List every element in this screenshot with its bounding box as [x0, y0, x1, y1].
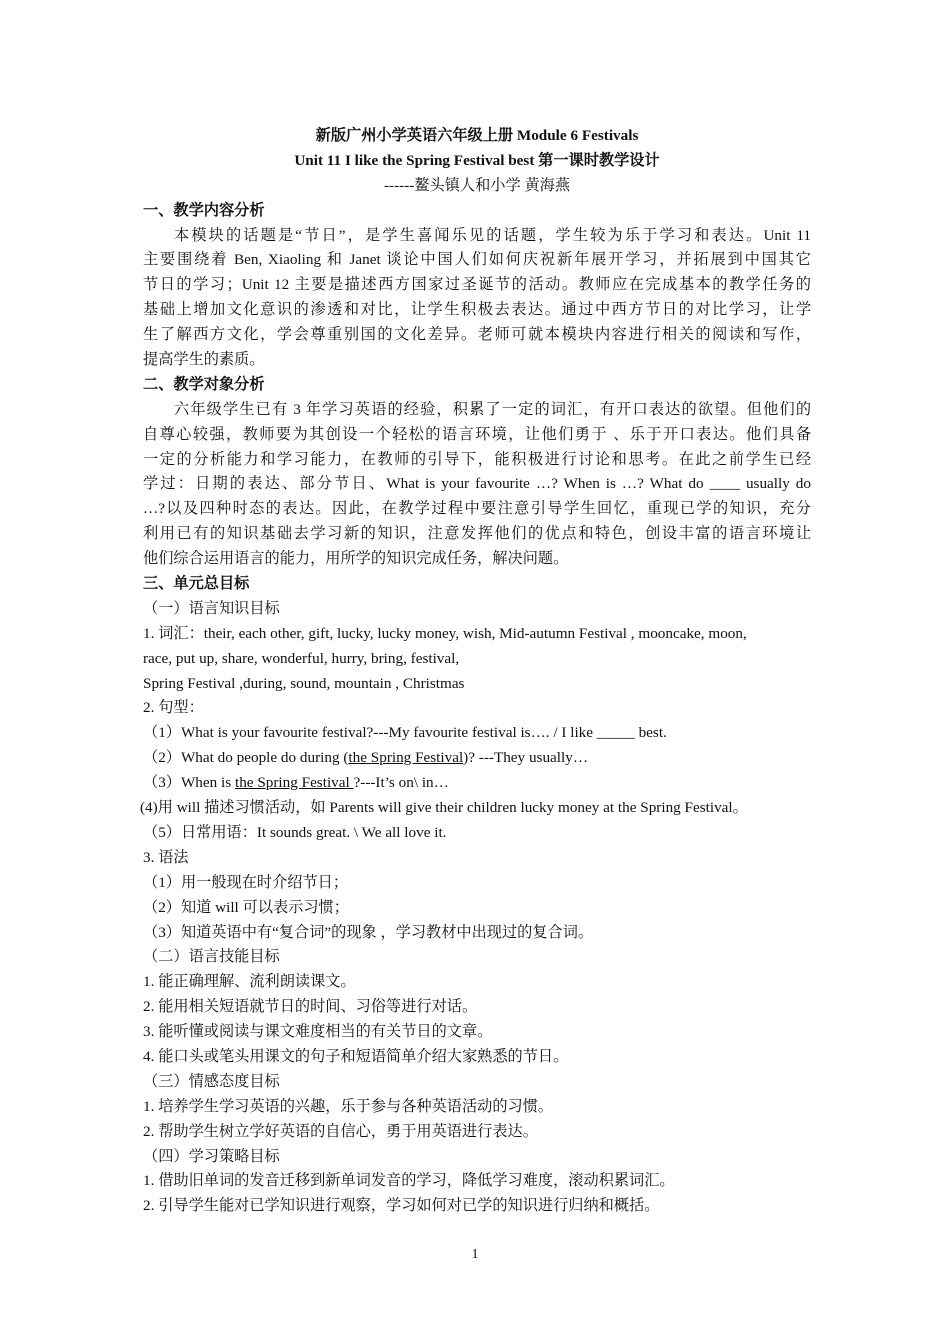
paragraph-line: 学过：日期的表达、部分节日、What is your favourite …? When is …? What do ____ usually do	[143, 475, 811, 493]
skill-item: 3. 能听懂或阅读与课文难度相当的有关节日的文章。	[143, 1023, 493, 1041]
sentence-pattern-item: （1）What is your favourite festival?---My favourite festival is…. / I like _____ best.	[143, 724, 667, 742]
vocabulary-line: race, put up, share, wonderful, hurry, bring, festival,	[143, 649, 460, 667]
skill-item: 1. 能正确理解、流利朗读课文。	[143, 973, 356, 991]
title-line-2: Unit 11 I like the Spring Festival best 第一课时教学设计	[294, 151, 660, 169]
skill-item: 4. 能口头或笔头用课文的句子和短语简单介绍大家熟悉的节日。	[143, 1047, 569, 1065]
text-segment: )? ---They usually…	[463, 749, 589, 767]
grammar-heading: 3. 语法	[143, 848, 189, 866]
paragraph-line: 一定的分析能力和学习能力，在教师的引导下，能积极进行讨论和思考。在此之前学生已经	[143, 450, 811, 468]
document-body	[140, 124, 811, 1219]
paragraph-line: 主要围绕着 Ben, Xiaoling 和 Janet 谈论中国人们如何庆祝新年展开学习，并拓展到中国其它	[143, 251, 811, 269]
underlined-text: the Spring Festival	[234, 774, 354, 792]
subsection-heading: （三）情感态度目标	[143, 1072, 280, 1090]
page-number: 1	[471, 1247, 479, 1262]
grammar-item: （1）用一般现在时介绍节日；	[143, 873, 349, 891]
skill-item: 2. 能用相关短语就节日的时间、习俗等进行对话。	[143, 998, 478, 1016]
sentence-pattern-item: （5）日常用语：It sounds great. \ We all love it.	[143, 823, 447, 841]
paragraph-line: 自尊心较强，教师要为其创设一个轻松的语言环境，让他们勇于 、乐于开口表达。他们具备	[143, 425, 811, 443]
subsection-heading: （四）学习策略目标	[143, 1147, 280, 1165]
section-1-heading: 一、教学内容分析	[143, 201, 265, 219]
text-segment: （3）When is	[143, 774, 235, 792]
sentence-pattern-item: (4)用 will 描述习惯活动，如 Parents will give their children lucky money at the Spring Festival。	[140, 799, 748, 817]
sentence-pattern-item	[143, 771, 811, 796]
paragraph-line: 生了解西方文化，学会尊重别国的文化差异。老师可就本模块内容进行相关的阅读和写作，	[143, 326, 811, 344]
grammar-item: （2）知道 will 可以表示习惯；	[143, 898, 349, 916]
paragraph-line: 他们综合运用语言的能力，用所学的知识完成任务，解决问题。	[143, 550, 569, 568]
strategy-item: 1. 借助旧单词的发音迁移到新单词发音的学习，降低学习难度，滚动积累词汇。	[143, 1172, 675, 1190]
subsection-heading: （二）语言技能目标	[143, 948, 280, 966]
paragraph-line: …?以及四种时态的表达。因此，在教学过程中要注意引导学生回忆，重现已学的知识，充分	[143, 500, 811, 518]
vocabulary-line: 1. 词汇：their, each other, gift, lucky, lucky money, wish, Mid-autumn Festival , mooncake, moon,	[143, 624, 747, 642]
grammar-item: （3）知道英语中有“复合词”的现象 ，学习教材中出现过的复合词。	[143, 923, 594, 941]
section-2-heading: 二、教学对象分析	[143, 375, 265, 393]
author-line: ------鳌头镇人和小学 黄海燕	[383, 176, 571, 194]
vocabulary-line: Spring Festival ,during, sound, mountain , Christmas	[143, 674, 465, 692]
text-segment: （2）What do people do during (	[143, 749, 349, 767]
attitude-item: 1. 培养学生学习英语的兴趣，乐于参与各种英语活动的习惯。	[143, 1097, 554, 1115]
title-line-1: 新版广州小学英语六年级上册 Module 6 Festivals	[315, 127, 639, 144]
subsection-heading: （一）语言知识目标	[143, 599, 280, 617]
strategy-item: 2. 引导学生能对已学知识进行观察，学习如何对已学的知识进行归纳和概括。	[143, 1197, 660, 1215]
attitude-item: 2. 帮助学生树立学好英语的自信心，勇于用英语进行表达。	[143, 1122, 538, 1140]
underlined-text: the Spring Festival	[348, 749, 464, 767]
paragraph-line: 提高学生的素质。	[143, 351, 265, 369]
sentence-pattern-heading: 2. 句型：	[143, 699, 204, 717]
paragraph-line: 节日的学习；Unit 12 主要是描述西方国家过圣诞节的活动。教师应在完成基本的教学任务的	[143, 276, 811, 294]
paragraph-line: 利用已有的知识基础去学习新的知识，注意发挥他们的优点和特色，创设丰富的语言环境让	[143, 525, 811, 543]
section-2-paragraph	[143, 398, 811, 572]
section-3-heading: 三、单元总目标	[143, 575, 250, 593]
paragraph-line: 本模块的话题是“节日”，是学生喜闻乐见的话题，学生较为乐于学习和表达。Unit 11	[174, 226, 811, 244]
paragraph-line: 六年级学生已有 3 年学习英语的经验，积累了一定的词汇，有开口表达的欲望。但他们的	[174, 400, 811, 418]
section-1-paragraph	[143, 224, 811, 373]
text-segment: ?---It’s on\ in…	[353, 774, 449, 792]
paragraph-line: 基础上增加文化意识的渗透和对比，让学生积极去表达。通过中西方节日的对比学习，让学	[143, 301, 811, 319]
sentence-pattern-item	[143, 746, 811, 771]
